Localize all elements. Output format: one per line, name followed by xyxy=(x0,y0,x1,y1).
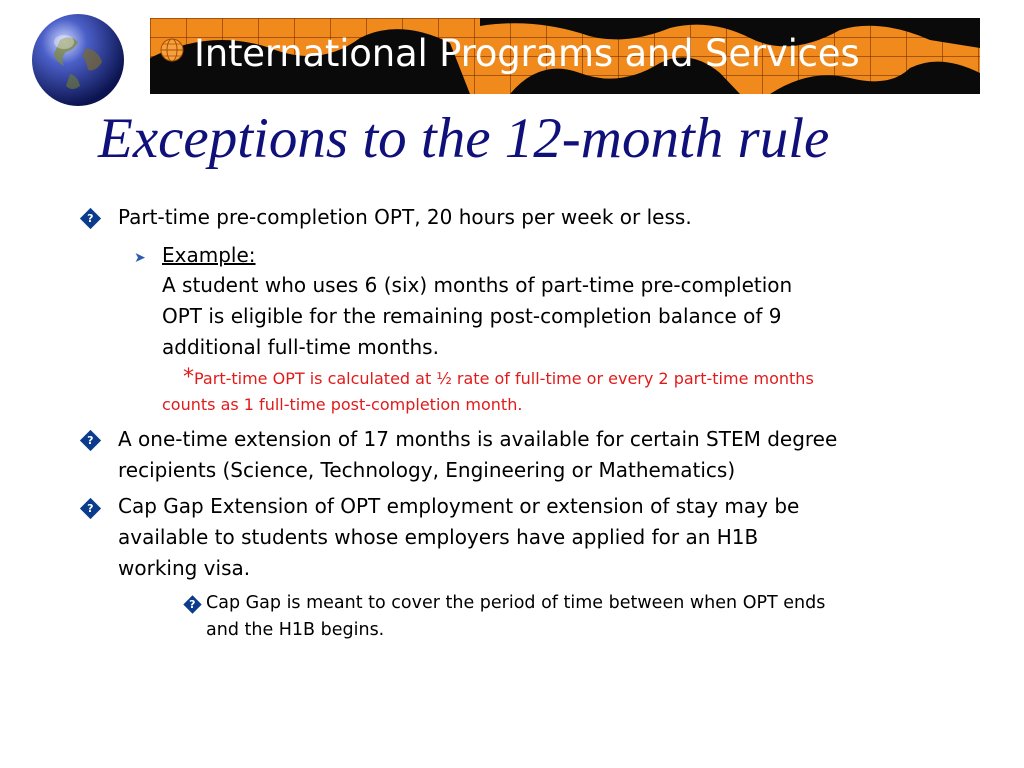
small-globe-icon xyxy=(160,38,184,62)
diamond-bullet-icon: ? xyxy=(80,208,101,229)
example-line-3: additional full-time months. xyxy=(162,335,439,359)
bullet-2-line-2: recipients (Science, Technology, Engineering or Mathematics) xyxy=(118,458,736,482)
arrow-bullet-icon: ➤ xyxy=(134,250,146,266)
note-line-2: counts as 1 full-time post-completion month. xyxy=(162,395,523,414)
diamond-bullet-icon: ? xyxy=(80,430,101,451)
bullet-3-line-3: working visa. xyxy=(118,556,251,580)
note-text-1: Part-time OPT is calculated at ½ rate of full-time or every 2 part-time months xyxy=(194,369,814,388)
diamond-bullet-icon: ? xyxy=(183,595,201,613)
capgap-sub-line-1: Cap Gap is meant to cover the period of time between when OPT ends xyxy=(206,593,826,613)
example-line-1: A student who uses 6 (six) months of part-time pre-completion xyxy=(162,273,793,297)
note-star: * xyxy=(183,365,194,390)
globe-icon xyxy=(30,12,126,108)
bullet-3-line-1: Cap Gap Extension of OPT employment or extension of stay may be xyxy=(118,494,800,518)
example-line-2: OPT is eligible for the remaining post-completion balance of 9 xyxy=(162,304,782,328)
bullet-2-line-1: A one-time extension of 17 months is available for certain STEM degree xyxy=(118,427,838,451)
header-banner xyxy=(150,18,980,94)
bullet-3-line-2: available to students whose employers have applied for an H1B xyxy=(118,525,759,549)
slide-title: Exceptions to the 12-month rule xyxy=(98,107,830,170)
note-line-1 xyxy=(183,366,814,391)
bullet-1-text: Part-time pre-completion OPT, 20 hours per week or less. xyxy=(118,205,692,229)
diamond-bullet-icon: ? xyxy=(80,498,101,519)
example-label: Example: xyxy=(162,243,256,267)
capgap-sub-line-2: and the H1B begins. xyxy=(206,620,385,640)
header-title: International Programs and Services xyxy=(194,32,860,75)
